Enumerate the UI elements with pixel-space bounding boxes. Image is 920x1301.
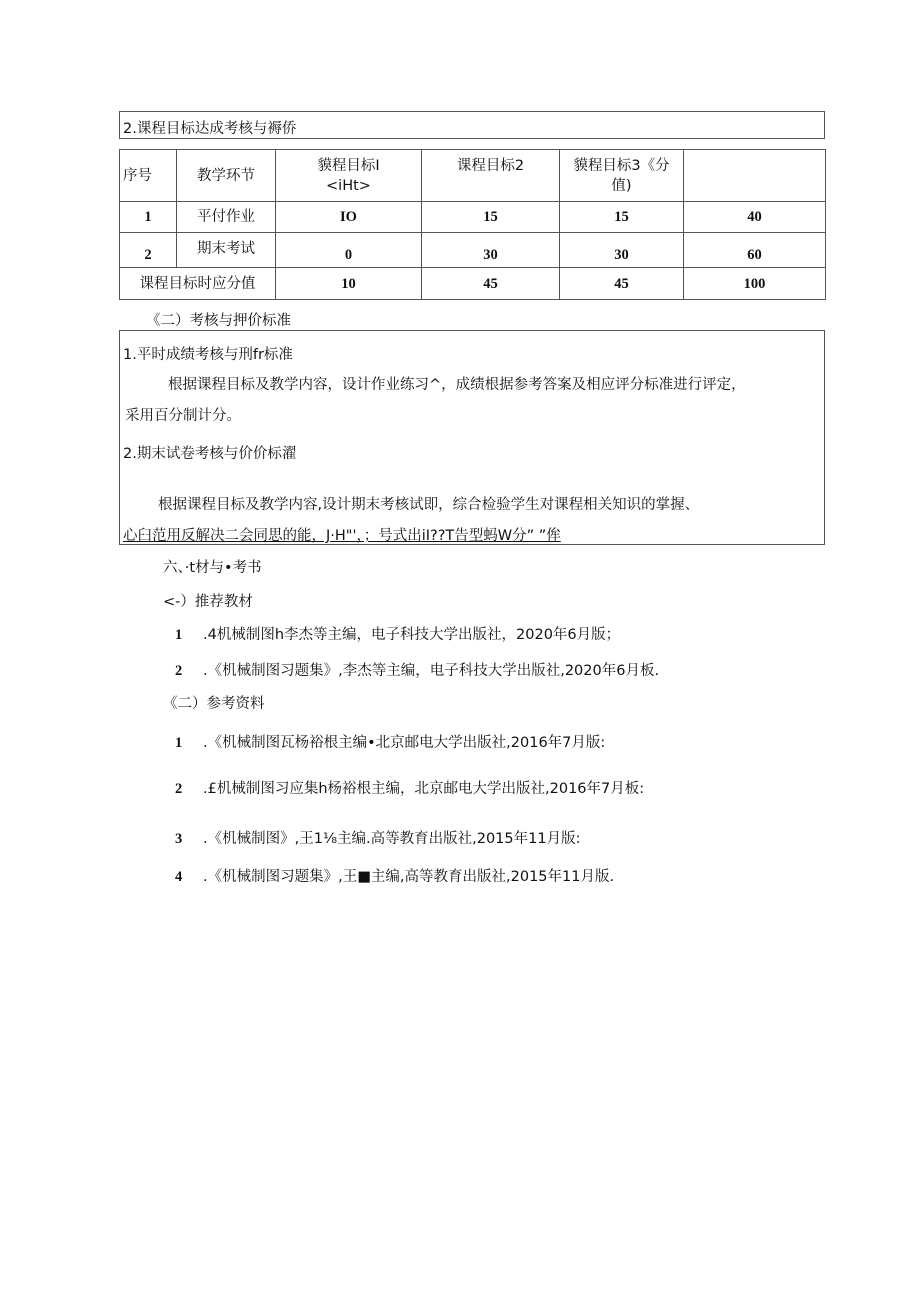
- footer-cell: 100: [684, 268, 826, 300]
- section6-heading: 六、·t材与•考书: [163, 560, 262, 576]
- list-item: [175, 827, 580, 848]
- list-item-text: .4机械制图h李杰等主编，电子科技大学出版社，2020年6月版；: [203, 627, 621, 643]
- section2-title-box: [119, 111, 825, 139]
- section2-title: 2.课程目标达成考核与褥侨: [123, 121, 297, 137]
- row-cell: 0: [276, 233, 422, 268]
- list-item-text: .《机械制图》,王1⅛主编.高等教育出版社,2015年11月版:: [203, 831, 581, 847]
- item1-title: 1.平时成绩考核与刑fr标准: [123, 347, 293, 363]
- list-item-text: .《机械制图习题集》,王■主编,高等教育出版社,2015年11月版.: [203, 869, 615, 885]
- table-row: [120, 202, 826, 233]
- table-header-row: [120, 150, 826, 202]
- row-cell: 2: [120, 233, 177, 268]
- list-item: [175, 623, 620, 644]
- reference-heading: 《二）参考资料: [163, 696, 265, 712]
- footer-label: 课程目标时应分值: [120, 268, 276, 300]
- header-cell: 貘程目标I <iHt>: [276, 150, 422, 202]
- header-cell: 教学环节: [177, 150, 276, 202]
- item2-line2: 心臼范用反解决二会同思的能，J·H"'，；号式出iI??T告型蚂W分” ”侔: [123, 528, 561, 544]
- row-cell: 30: [560, 233, 684, 268]
- item2-title: 2.期末试卷考核与价价标濯: [123, 446, 297, 462]
- item1-line2: 采用百分制计分。: [125, 408, 241, 424]
- header-cell: 貘程目标3《分 值): [560, 150, 684, 202]
- row-cell: 1: [120, 202, 177, 233]
- assessment-table: [119, 149, 826, 300]
- row-cell: 期末考试: [177, 233, 276, 268]
- footer-cell: 45: [422, 268, 560, 300]
- list-item-text: .《机械制图瓦杨裕根主编•北京邮电大学出版社,2016年7月版:: [203, 735, 606, 751]
- list-item: [175, 731, 605, 752]
- evaluation-standard-box: [119, 330, 825, 545]
- row-cell: 60: [684, 233, 826, 268]
- footer-cell: 45: [560, 268, 684, 300]
- table-footer-row: [120, 268, 826, 300]
- list-item-number: 2: [175, 663, 183, 679]
- header-cell: 序号: [120, 150, 177, 202]
- list-item-number: 3: [175, 831, 183, 847]
- row-cell: 平付作业: [177, 202, 276, 233]
- list-item-text: .《机械制图习题集》,李杰等主编，电子科技大学出版社,2020年6月板.: [203, 663, 660, 679]
- list-item: [175, 865, 614, 886]
- item1-line1: 根据课程目标及教学内容，设计作业练习^，成绩根据参考答案及相应评分标准进行评定，: [168, 377, 746, 393]
- row-cell: 30: [422, 233, 560, 268]
- header-cell: 课程目标2: [422, 150, 560, 202]
- row-cell: IO: [276, 202, 422, 233]
- header-cell: [684, 150, 826, 202]
- table-row: [120, 233, 826, 268]
- row-cell: 15: [560, 202, 684, 233]
- list-item: [175, 777, 644, 798]
- list-item-number: 4: [175, 869, 183, 885]
- row-cell: 40: [684, 202, 826, 233]
- recommend-heading: <-）推荐教材: [163, 594, 253, 610]
- list-item-text: .£机械制图习应集h杨裕根主编，北京邮电大学出版社,2016年7月板:: [203, 781, 645, 797]
- evaluation-standard-heading: 《二）考核与押价标准: [146, 313, 291, 329]
- list-item-number: 2: [175, 781, 183, 797]
- item2-line1: 根据课程目标及教学内容,设计期末考核试即，综合检验学生对课程相关知识的掌握、: [158, 497, 700, 513]
- list-item-number: 1: [175, 627, 183, 643]
- list-item: [175, 659, 659, 680]
- list-item-number: 1: [175, 735, 183, 751]
- row-cell: 15: [422, 202, 560, 233]
- footer-cell: 10: [276, 268, 422, 300]
